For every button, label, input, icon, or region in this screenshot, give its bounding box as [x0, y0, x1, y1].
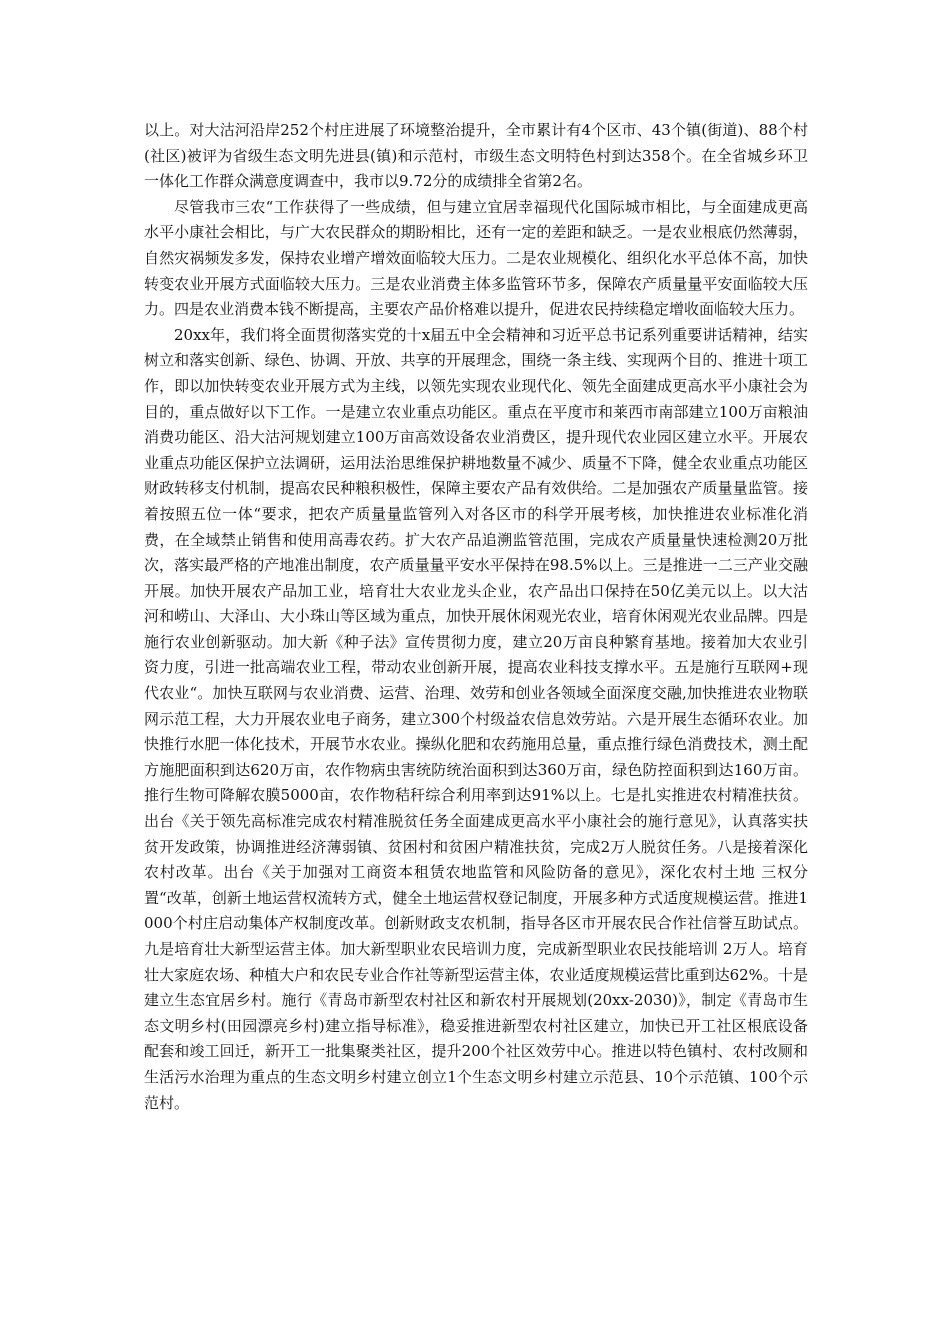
paragraph-environment-results: 以上。对大沽河沿岸252个村庄进展了环境整治提升，全市累计有4个区市、43个镇(街道)、88个村(社区)被评为省级生态文明先进县(镇)和示范村，市级生态文明特色村到达358个。在全省城乡环卫一体化工作群众满意度调查中，我市以9.72分的成绩排全省第2名。	[144, 121, 808, 191]
paragraph-work-plan: 20xx年，我们将全面贯彻落实党的十x届五中全会精神和习近平总书记系列重要讲话精神，结实树立和落实创新、绿色、协调、开放、共享的开展理念，围绕一条主线、实现两个目的、推进十项工作，即以加快转变农业开展方式为主线，以领先实现农业现代化、领先全面建成更高水平小康社会为目的，重点做好以下工作。一是建立农业重点功能区。重点在平度市和莱西市南部建立100万亩粮油消费功能区、沿大沽河规划建立100万亩高效设备农业消费区，提升现代农业园区建立水平。开展农业重点功能区保护立法调研，运用法治思维保护耕地数量不减少、质量不下降，健全农业重点功能区财政转移支付机制，提高农民种粮积极性，保障主要农产品有效供给。二是加强农产质量量监管。接着按照五位一体“要求，把农产质量量监管列入对各区市的科学开展考核，加快推进农业标准化消费，在全域禁止销售和使用高毒农药。扩大农产品追溯监管范围，完成农产质量量快速检测20万批次，落实最严格的产地准出制度，农产质量量平安水平保持在98.5%以上。三是推进一二三产业交融开展。加快开展农产品加工业，培育壮大农业龙头企业，农产品出口保持在50亿美元以上。以大沽河和崂山、大泽山、大小珠山等区域为重点，加快开展休闲观光农业，培育休闲观光农业品牌。四是施行农业创新驱动。加大新《种子法》宣传贯彻力度，建立20万亩良种繁育基地。接着加大农业引资力度，引进一批高端农业工程，带动农业创新开展，提高农业科技支撑水平。五是施行互联网+现代农业“。加快互联网与农业消费、运营、治理、效劳和创业各领域全面深度交融,加快推进农业物联网示范工程，大力开展农业电子商务，建立300个村级益农信息效劳站。六是开展生态循环农业。加快推行水肥一体化技术，开展节水农业。操纵化肥和农药施用总量，重点推行绿色消费技术，测土配方施肥面积到达620万亩，农作物病虫害统防统治面积到达360万亩，绿色防控面积到达160万亩。推行生物可降解农膜5000亩，农作物秸秆综合利用率到达91%以上。七是扎实推进农村精准扶贫。出台《关于领先高标准完成农村精准脱贫任务全面建成更高水平小康社会的施行意见》，认真落实扶贫开发政策，协调推进经济薄弱镇、贫困村和贫困户精准扶贫，完成2万人脱贫任务。八是接着深化农村改革。出台《关于加强对工商资本租赁农地监管和风险防备的意见》，深化农村土地 三权分置“改革，创新土地运营权流转方式，健全土地运营权登记制度，开展多种方式适度规模运营。推进1000个村庄启动集体产权制度改革。创新财政支农机制，指导各区市开展农民合作社信誉互助试点。九是培育壮大新型运营主体。加大新型职业农民培训力度，完成新型职业农民技能培训 2万人。培育壮大家庭农场、种植大户和农民专业合作社等新型运营主体，农业适度规模运营比重到达62%。十是建立生态宜居乡村。施行《青岛市新型农村社区和新农村开展规划(20xx-2030)》，制定《青岛市生态文明乡村(田园漂亮乡村)建立指导标准》，稳妥推进新型农村社区建立，加快已开工社区根底设备配套和竣工回迁，新开工一批集聚类社区，提升200个社区效劳中心。推进以特色镇村、农村改厕和生活污水治理为重点的生态文明乡村建立创立1个生态文明乡村建立示范县、10个示范镇、100个示范村。	[144, 325, 808, 1112]
paragraph-challenges: 尽管我市三农“工作获得了一些成绩，但与建立宜居幸福现代化国际城市相比，与全面建成更高水平小康社会相比，与广大农民群众的期盼相比，还有一定的差距和缺乏。一是农业根底仍然薄弱，自然灾祸频发多发，保持农业增产增效面临较大压力。二是农业规模化、组织化水平总体不高，加快转变农业开展方式面临较大压力。三是农业消费主体多监管环节多，保障农产质量量平安面临较大压力。四是农业消费本钱不断提高，主要农产品价格难以提升，促进农民持续稳定增收面临较大压力。	[144, 197, 808, 319]
document-page	[144, 118, 808, 1116]
